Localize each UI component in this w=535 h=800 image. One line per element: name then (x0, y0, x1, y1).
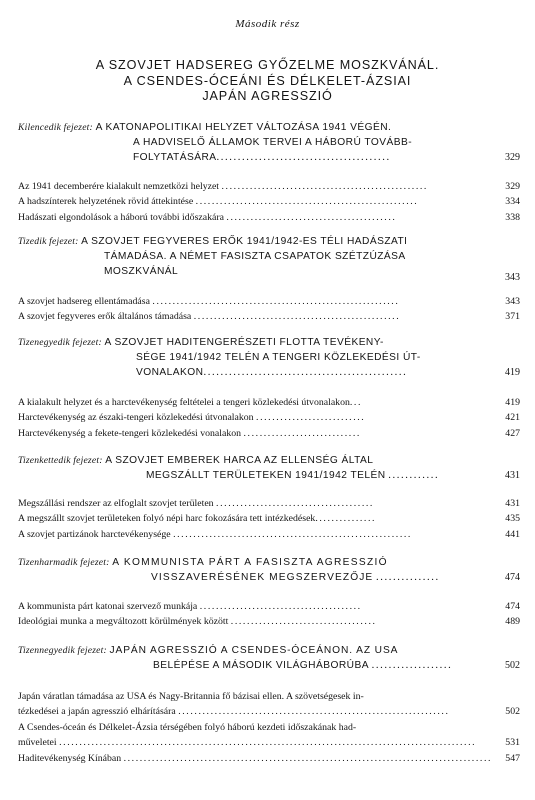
page-number: 474 (502, 599, 520, 614)
chapter-label: Tizennegyedik fejezet: (18, 645, 107, 656)
entry-text: tézkedései a japán agresszió elhárítására (18, 706, 176, 718)
toc-entry[interactable]: A megszállt szovjet területeken folyó népi harc fokozására tett intézkedések............... 435 (18, 511, 520, 526)
chapter-label: Tizenegyedik fejezet: (18, 337, 102, 348)
page-number: 531 (502, 735, 520, 750)
toc-entry[interactable]: A szovjet fegyveres erők általános támadása ................................................... 371 (18, 309, 520, 324)
page-number: 441 (502, 527, 520, 542)
page-number: 371 (502, 309, 520, 324)
chapter-9 (18, 121, 520, 165)
entry-text: Harctevékenység az északi-tengeri közlekedési útvonalakon (18, 412, 254, 424)
toc-entry[interactable]: Harctevékenység a fekete-tengeri közlekedési vonalakon ............................. 427 (18, 426, 520, 441)
entry-text: A kommunista párt katonai szervező munkája (18, 601, 198, 612)
chapter-14 (18, 644, 520, 674)
entry-text: Hadászati elgondolások a háború további időszakára (18, 211, 224, 223)
chapter-9-entries (18, 179, 520, 225)
part-title (30, 58, 505, 105)
chapter-title-line: A SZOVJET FEGYVERES ERŐK 1941/1942-ES TÉLI HADÁSZATI (81, 236, 408, 247)
chapter-title-line: SÉGE 1941/1942 TELÉN A TENGERI KÖZLEKEDÉSI ÚT- (136, 351, 421, 363)
entry-text: A kialakult helyzet és a harctevékenység feltételei a tengeri közlekedési útvonalakon (18, 397, 350, 408)
chapter-14-entries (18, 689, 520, 766)
page-number: 502 (502, 659, 520, 674)
chapter-10-entries (18, 294, 520, 325)
page-number: 343 (502, 294, 520, 309)
entry-text: Megszállási rendszer az elfoglalt szovjet területen (18, 498, 214, 509)
toc-entry[interactable]: Az 1941 decemberére kialakult nemzetközi helyzet ................................................... 329 (18, 179, 520, 194)
chapter-title-line: JAPÁN AGRESSZIÓ A CSENDES-ÓCEÁNON. AZ USA (109, 645, 399, 656)
part-title-line: A SZOVJET HADSEREG GYŐZELME MOSZKVÁNÁL. (95, 58, 440, 72)
entry-text: A szovjet partizánok harctevékenysége (18, 528, 171, 540)
page-number: 338 (502, 210, 520, 225)
toc-entry[interactable]: A szovjet partizánok harctevékenysége ........................................................... 441 (18, 527, 520, 542)
toc-entry[interactable]: Megszállási rendszer az elfoglalt szovjet területen ....................................... 431 (18, 496, 520, 511)
chapter-label: Tizenharmadik fejezet: (18, 557, 110, 568)
entry-text: A szovjet fegyveres erők általános támadása (18, 311, 192, 323)
chapter-10 (18, 235, 520, 285)
page-number: 474 (502, 571, 520, 586)
entry-text: műveletei (18, 737, 57, 749)
chapter-heading: Kilencedik fejezet: A KATONAPOLITIKAI HELYZET VÁLTOZÁSA 1941 VÉGÉN. A HADVISELŐ ÁLLAMOK TERVEI A HÁBORÚ TOVÁBB- FOLYTATÁSÁRA......................................... 329 (18, 121, 520, 165)
entry-text: Ideológiai munka a megváltozott körülmények között (18, 616, 229, 628)
chapter-heading: Tizenkettedik fejezet: A SZOVJET EMBEREK HARCA AZ ELLENSÉG ÁLTAL MEGSZÁLLT TERÜLETEKEN 1941/1942 TELÉN ............ 431 (18, 454, 520, 484)
page-number: 427 (502, 426, 520, 441)
chapter-label: Kilencedik fejezet: (18, 122, 93, 133)
chapter-title-line: TÁMADÁSA. A NÉMET FASISZTA CSAPATOK SZÉTZÚZÁSA (104, 250, 406, 262)
page-number: 502 (502, 704, 520, 719)
page-number: 419 (502, 366, 520, 381)
entry-text: Az 1941 decemberére kialakult nemzetközi helyzet (18, 181, 220, 192)
part-title-line: A CSENDES-ÓCEÁNI ÉS DÉLKELET-ÁZSIAI (123, 73, 412, 88)
toc-entry[interactable]: Hadászati elgondolások a háború további időszakára .......................................... 338 (18, 210, 520, 225)
toc-entry[interactable]: A szovjet hadsereg ellentámadása ............................................................. 343 (18, 294, 520, 309)
chapter-title-line: FOLYTATÁSÁRA (133, 151, 217, 163)
chapter-title-line: A SZOVJET HADITENGERÉSZETI FLOTTA TEVÉKENY- (104, 337, 384, 348)
chapter-heading: Tizennegyedik fejezet: JAPÁN AGRESSZIÓ A CSENDES-ÓCEÁNON. AZ USA BELÉPÉSE A MÁSODIK VILÁGHÁBORÚBA ................... 502 (18, 644, 520, 674)
chapter-heading: Tizenharmadik fejezet: A KOMMUNISTA PÁRT A FASISZTA AGRESSZIÓ VISSZAVERÉSÉNEK MEGSZERVEZŐJE ............... 474 (18, 556, 520, 586)
chapter-title-line: MOSZKVÁNÁL (104, 265, 179, 277)
toc-entry[interactable]: Ideológiai munka a megváltozott körülmények között .................................... 489 (18, 614, 520, 629)
page-number: 343 (502, 271, 520, 286)
chapter-11-entries (18, 395, 520, 441)
chapter-label: Tizenkettedik fejezet: (18, 455, 103, 466)
page-number: 489 (502, 614, 520, 629)
page-number: 431 (502, 496, 520, 511)
chapter-11 (18, 336, 520, 380)
chapter-heading (18, 235, 520, 285)
page-number: 334 (502, 194, 520, 209)
entry-text: Harctevékenység a fekete-tengeri közlekedési vonalakon (18, 427, 242, 439)
chapter-title-line: A KATONAPOLITIKAI HELYZET VÁLTOZÁSA 1941 VÉGÉN. (95, 122, 392, 133)
chapter-12 (18, 454, 520, 484)
toc-entry[interactable]: A hadszínterek helyzetének rövid áttekintése ....................................................... 334 (18, 194, 520, 209)
entry-text: Haditevékenység Kínában (18, 752, 122, 764)
chapter-title-line: MEGSZÁLLT TERÜLETEKEN 1941/1942 TELÉN (146, 469, 386, 481)
page-number: 419 (502, 395, 520, 410)
page-number: 435 (502, 511, 520, 526)
toc-entry[interactable]: A kommunista párt katonai szervező munkája ........................................ 474 (18, 599, 520, 614)
page-number: 431 (502, 469, 520, 484)
toc-entry[interactable]: A Csendes-óceán és Délkelet-Ázsia térségében folyó háború kezdeti időszakának had- műveletei ....................................................................................................... 531 (18, 720, 520, 751)
toc-entry[interactable]: A kialakult helyzet és a harctevékenység feltételei a tengeri közlekedési útvonalakon... 419 (18, 395, 520, 410)
chapter-title-line: VISSZAVERÉSÉNEK MEGSZERVEZŐJE (151, 571, 374, 583)
chapter-13 (18, 556, 520, 586)
chapter-heading: Tizenegyedik fejezet: A SZOVJET HADITENGERÉSZETI FLOTTA TEVÉKENY- SÉGE 1941/1942 TELÉN A TENGERI KÖZLEKEDÉSI ÚT- VONALAKON................................................ 419 (18, 336, 520, 380)
chapter-13-entries (18, 599, 520, 630)
page-number: 329 (502, 179, 520, 194)
chapter-title-line: BELÉPÉSE A MÁSODIK VILÁGHÁBORÚBA (153, 659, 369, 671)
page-number: 547 (502, 751, 520, 766)
chapter-title-line: A KOMMUNISTA PÁRT A FASISZTA AGRESSZIÓ (112, 557, 388, 568)
chapter-label: Tizedik fejezet: (18, 236, 79, 247)
toc-entry[interactable]: Harctevékenység az északi-tengeri közlekedési útvonalakon ........................... 421 (18, 410, 520, 425)
entry-text: A megszállt szovjet területeken folyó népi harc fokozására tett intézkedések (18, 513, 316, 525)
chapter-title-line: VONALAKON (136, 366, 204, 378)
entry-text: A Csendes-óceán és Délkelet-Ázsia térségében folyó háború kezdeti időszakának had- (18, 721, 357, 733)
part-title-line: JAPÁN AGRESSZIÓ (202, 89, 333, 103)
page-number: 421 (502, 410, 520, 425)
chapter-title-line: A HADVISELŐ ÁLLAMOK TERVEI A HÁBORÚ TOVÁBB- (133, 136, 413, 148)
chapter-title-line: A SZOVJET EMBEREK HARCA AZ ELLENSÉG ÁLTAL (105, 455, 374, 466)
entry-text: Japán váratlan támadása az USA és Nagy-Britannia fő bázisai ellen. A szövetségesek in- (18, 691, 364, 702)
toc-entry[interactable]: Haditevékenység Kínában ........................................................................................... 547 (18, 751, 520, 766)
toc-entry[interactable]: Japán váratlan támadása az USA és Nagy-Britannia fő bázisai ellen. A szövetségesek in- tézkedései a japán agresszió elhárítására ................................................................... 502 (18, 689, 520, 720)
part-label: Második rész (235, 18, 300, 30)
entry-text: A hadszínterek helyzetének rövid áttekintése (18, 196, 194, 208)
chapter-12-entries (18, 496, 520, 542)
entry-text: A szovjet hadsereg ellentámadása (18, 296, 150, 307)
page-number: 329 (502, 151, 520, 166)
